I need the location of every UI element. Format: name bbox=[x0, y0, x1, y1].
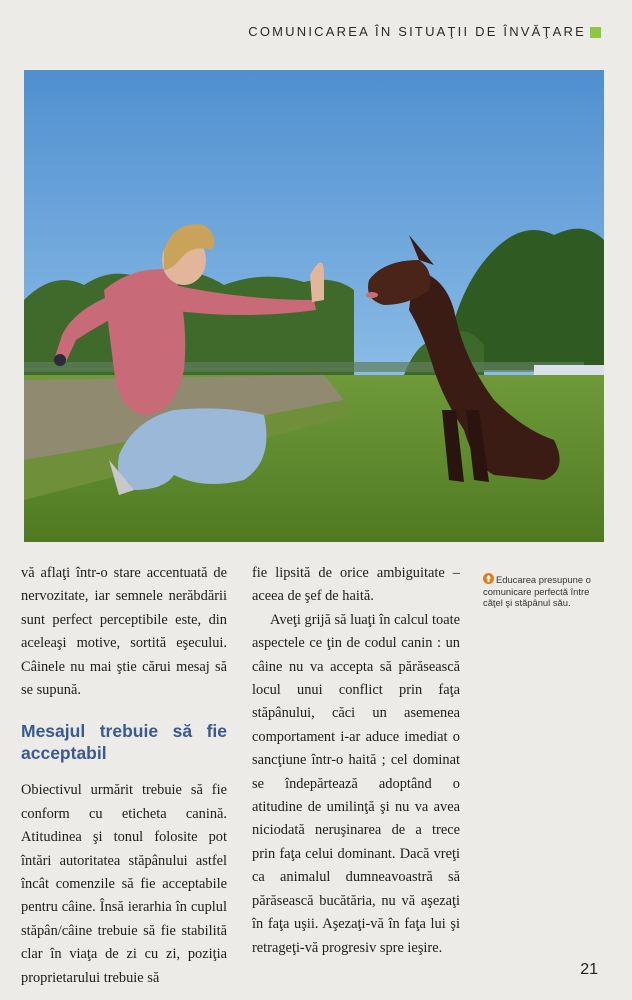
caption-text: Educarea presupune o comunicare perfectă între căţel şi stăpânul său. bbox=[483, 574, 591, 609]
text-column-left bbox=[21, 562, 227, 990]
paragraph: Aveţi grijă să luaţi în calcul toate aspectele ce ţin de codul canin : un câine nu va accepta să părăsească locul unui conflict prin faţa stăpânului, căci un asemenea comportament i-ar aduce imediat o sancţiune într-o haită ; cel dominat se îndepărtează adoptând o atitudine de umilinţă şi nu va avea niciodată neruşinarea de a trece prin faţa celui dominant. Dacă vreţi ca animalul dumneavoastră să părăsească bucătăria, nu vă aşezaţi în faţa uşii. Aşezaţi-vă în faţa lui şi retrageţi-vă progresiv spre ieşire. bbox=[252, 611, 460, 956]
header-accent-square bbox=[590, 27, 601, 38]
arrow-up-circle-icon bbox=[483, 573, 494, 584]
page-header-title: COMUNICAREA ÎN SITUAŢII DE ÎNVĂŢARE bbox=[248, 24, 586, 39]
woman-training-doberman-photo bbox=[24, 70, 604, 542]
paragraph: vă aflaţi într-o stare accentuată de nervozitate, iar semnele nerăbdării sunt perfect perceptibile este, din aceleaşi motive, sortită eşecului. Câinele nu mai ştie cărui mesaj să se supună. bbox=[21, 565, 227, 699]
page-number: 21 bbox=[580, 961, 598, 978]
text-column-right bbox=[252, 562, 460, 960]
paragraph: Obiectivul urmărit trebuie să fie conform cu eticheta canină. Atitudinea şi tonul folosite pot întări autoritatea stăpânului astfel încât comenzile să fie acceptabile pentru câine. Însă ierarhia în cuplul stăpân/câine trebuie să fie stabilită clar în viaţa de zi cu zi, poziţia proprietarului trebuie să bbox=[21, 782, 227, 986]
fence bbox=[24, 362, 584, 372]
paragraph: fie lipsită de orice ambiguitate – aceea de şef de haită. bbox=[252, 565, 460, 605]
photo-caption bbox=[483, 573, 603, 609]
section-heading: Mesajul trebuie să fie acceptabil bbox=[21, 721, 227, 764]
